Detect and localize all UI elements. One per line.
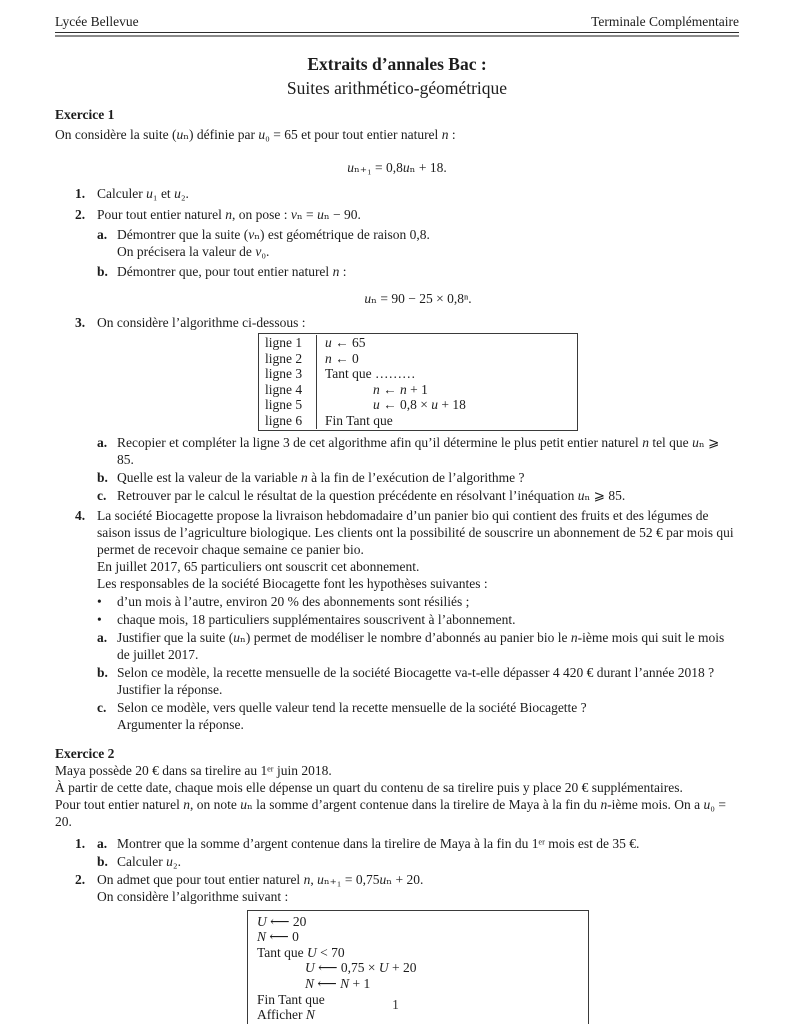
sub-question-text: Retrouver par le calcul le résultat de la question précédente en résolvant l’inéquation uₙ ⩾ 85. <box>117 487 626 503</box>
algo-code: Fin Tant que <box>257 991 325 1007</box>
sub-question-letter: b. <box>97 264 108 279</box>
question-body <box>97 835 739 870</box>
bullet-icon: • <box>97 611 102 627</box>
ex2-paragraph: À partir de cette date, chaque mois elle dépense un quart du contenu de sa tirelire puis y place 20 € supplémentaires. <box>55 779 683 795</box>
algo-code: Tant que U < 70 <box>257 944 345 960</box>
question-text: On considère l’algorithme ci-dessous : <box>97 315 306 330</box>
exercise-2-heading: Exercice 2 <box>55 745 115 761</box>
header-course: Terminale Complémentaire <box>591 14 739 29</box>
sub-question-text: Recopier et compléter la ligne 3 de cet algorithme afin qu’il détermine le plus petit entier naturel n tel que uₙ ⩾ 85. <box>117 434 720 467</box>
question-text: On admet que pour tout entier naturel n, uₙ₊₁ = 0,75uₙ + 20. <box>97 871 424 887</box>
sub-question-body <box>117 226 739 260</box>
sub-question-text: Selon ce modèle, vers quelle valeur tend la recette mensuelle de la société Biocagette ? <box>117 699 587 715</box>
algo-code: Afficher N <box>257 1007 315 1023</box>
sub-question-text: Quelle est la valeur de la variable n à la fin de l’exécution de l’algorithme ? <box>117 469 525 485</box>
ex1-question-2 <box>75 206 739 307</box>
header-rule-thick <box>55 35 739 37</box>
algo-line-label: ligne 6 <box>259 413 317 429</box>
doc-subtitle: Suites arithmético-géométrique <box>286 78 508 98</box>
algo-code: N ⟵ 0 <box>257 929 299 945</box>
header-school: Lycée Bellevue <box>55 14 139 29</box>
ex1-question-4c <box>97 699 739 733</box>
ex2-paragraph: Pour tout entier naturel n, on note uₙ la somme d’argent contenue dans la tirelire de Maya à la fin du n-ième mois. On a u₀ = 20. <box>55 796 726 829</box>
sub-question-letter: c. <box>97 699 107 715</box>
algo-line-label: ligne 3 <box>259 366 317 382</box>
page-number: 1 <box>392 997 399 1012</box>
question-body <box>97 206 739 307</box>
hypothesis-bullet <box>97 611 739 628</box>
sub-question-text: Calculer u₂. <box>117 853 181 869</box>
algo-code: N ⟵ N + 1 <box>305 975 371 991</box>
sub-question-body <box>117 699 739 733</box>
doc-title: Extraits d’annales Bac : <box>307 54 487 74</box>
page-header <box>55 13 739 30</box>
question-paragraph: Les responsables de la société Biocagette font les hypothèses suivantes : <box>97 575 488 591</box>
ex1-question-2a <box>97 226 739 260</box>
question-number: 1. <box>75 835 86 851</box>
ex2-question-1 <box>75 835 739 870</box>
bullet-text: d’un mois à l’autre, environ 20 % des abonnements sont résiliés ; <box>117 593 470 609</box>
question-number: 2. <box>75 207 86 222</box>
algo-code: u ← 65 <box>325 335 366 350</box>
algo-code: Fin Tant que <box>325 412 393 428</box>
sub-question-letter: a. <box>97 227 108 242</box>
ex1-question-4b <box>97 664 739 698</box>
ex2-question-1b <box>97 853 739 870</box>
sub-question-letter: c. <box>97 487 107 503</box>
question-number: 2. <box>75 871 86 887</box>
header-rule-thin <box>55 32 739 33</box>
sub-question-text: Démontrer que la suite (vₙ) est géométrique de raison 0,8. <box>117 227 430 242</box>
algo-line-label: ligne 5 <box>259 397 317 413</box>
question-number: 1. <box>75 186 86 201</box>
algo-code: U ⟵ 0,75 × U + 20 <box>305 960 417 976</box>
question-paragraph: En juillet 2017, 65 particuliers ont souscrit cet abonnement. <box>97 558 420 574</box>
ex2-question-1a <box>97 835 739 852</box>
algo-code: n ← 0 <box>325 350 359 366</box>
question-number: 4. <box>75 507 86 523</box>
ex2-paragraph: Maya possède 20 € dans sa tirelire au 1ᵉʳ juin 2018. <box>55 762 332 778</box>
sub-question-text: Selon ce modèle, la recette mensuelle de la société Biocagette va-t-elle dépasser 4 420 € durant l’année 2018 ? Justifier la réponse. <box>117 664 715 697</box>
algo-code: u ← 0,8 × u + 18 <box>373 397 466 413</box>
sub-question-letter: a. <box>97 629 108 645</box>
ex1-question-3c <box>97 487 739 504</box>
algo-line-label: ligne 1 <box>259 335 317 351</box>
sub-question-letter: b. <box>97 664 108 680</box>
ex1-closed-form-equation: uₙ = 90 − 25 × 0,8ⁿ. <box>364 291 472 306</box>
hypothesis-bullet <box>97 593 739 610</box>
algo-code: Tant que ……… <box>325 366 416 382</box>
ex1-intro: On considère la suite (uₙ) définie par u₀ = 65 et pour tout entier naturel n : <box>55 127 456 142</box>
algo-line-label: ligne 2 <box>259 351 317 367</box>
algo-code: n ← n + 1 <box>373 381 428 397</box>
ex1-recurrence-equation: uₙ₊₁ = 0,8uₙ + 18. <box>347 160 447 175</box>
algo-code: U ⟵ 20 <box>257 913 307 929</box>
title-block <box>55 52 739 100</box>
sub-question-text: Montrer que la somme d’argent contenue dans la tirelire de Maya à la fin du 1ᵉʳ mois est de 35 €. <box>117 835 640 851</box>
question-number: 3. <box>75 315 86 330</box>
sub-question-text: On précisera la valeur de v₀. <box>117 244 270 259</box>
question-body <box>97 507 739 733</box>
sub-question-text: Démontrer que, pour tout entier naturel n : <box>117 264 347 279</box>
algorithm-table <box>258 333 578 431</box>
sub-question-letter: a. <box>97 434 108 450</box>
ex1-question-4 <box>75 507 739 733</box>
sub-question-text: Argumenter la réponse. <box>117 716 244 732</box>
sub-question-text: Justifier que la suite (uₙ) permet de modéliser le nombre d’abonnés au panier bio le n-ième mois qui suit le mois de juillet 2017. <box>117 629 725 662</box>
sub-question-letter: b. <box>97 469 108 485</box>
sub-question-letter: b. <box>97 853 108 869</box>
algo-line-label: ligne 4 <box>259 382 317 398</box>
exercise-1-heading: Exercice 1 <box>55 107 115 122</box>
ex1-question-2b <box>97 263 739 280</box>
sub-question-letter: a. <box>97 835 108 851</box>
ex1-question-3a <box>97 434 739 468</box>
ex1-question-1 <box>75 185 739 202</box>
question-text: Pour tout entier naturel n, on pose : vₙ = uₙ − 90. <box>97 207 361 222</box>
question-body <box>97 314 739 504</box>
question-text: Calculer u₁ et u₂. <box>97 186 189 201</box>
bullet-icon: • <box>97 593 102 609</box>
ex1-question-4a <box>97 629 739 663</box>
ex1-question-3 <box>75 314 739 504</box>
question-paragraph: La société Biocagette propose la livraison hebdomadaire d’un panier bio qui contient des fruits et des légumes de saison issus de l’agriculture biologique. Les clients ont la possibilité de souscrire un abonnement de 52 € par mois qui permet de recevoir chaque semaine ce panier bio. <box>97 507 734 557</box>
question-text: On considère l’algorithme suivant : <box>97 888 289 904</box>
ex1-question-3b <box>97 469 739 486</box>
bullet-text: chaque mois, 18 particuliers supplémentaires souscrivent à l’abonnement. <box>117 611 516 627</box>
